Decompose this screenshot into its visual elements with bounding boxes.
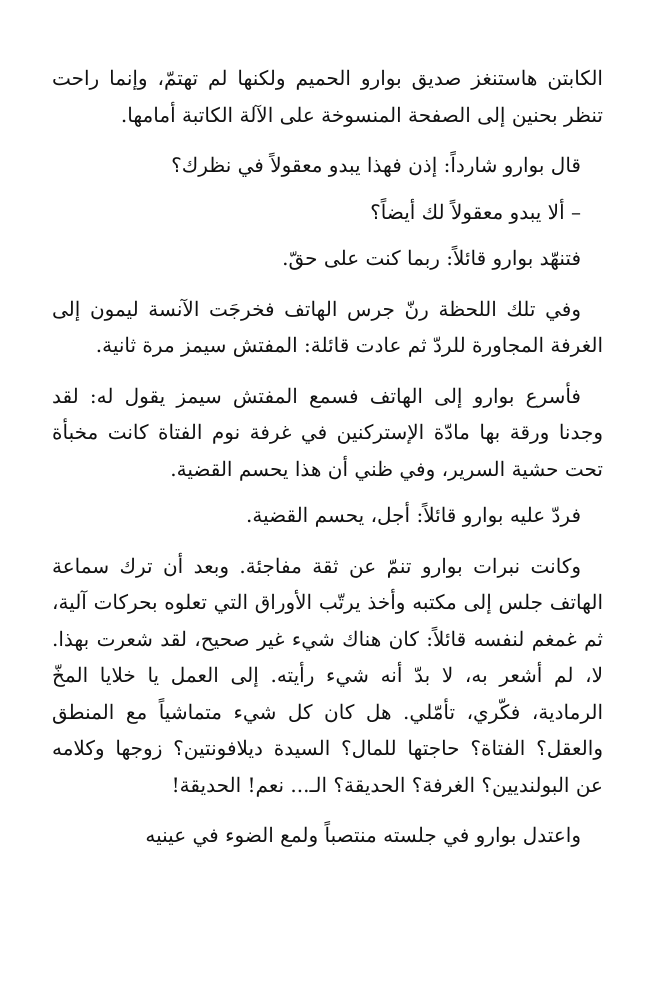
paragraph-4: فتنهّد بوارو قائلاً: ربما كنت على حقّ. xyxy=(282,246,581,270)
paragraph-1: الكابتن هاستنغز صديق بوارو الحميم ولكنها لم تهتمّ، وإنما راحت تنظر بحنين إلى الصفحة المنسوخة على الآلة الكاتبة أمامها. xyxy=(52,66,603,127)
paragraph-8: وكانت نبرات بوارو تنمّ عن ثقة مفاجئة. وبعد أن ترك سماعة الهاتف جلس إلى مكتبه وأخذ يرتّب الأوراق التي تعلوه بحركات آلية، ثم غمغم لنفسه قائلاً: كان هناك شيء غير صحيح، لقد شعرت بهذا. لا، لم أشعر به، لا بدّ أنه شيء رأيته. إلى العمل يا خلايا المخّ الرمادية، فكّري، تأمّلي. هل كان كل شيء متماشياً مع المنطق والعقل؟ الفتاة؟ حاجتها للمال؟ السيدة ديلافونتين؟ زوجها وكلامه عن البولنديين؟ الغرفة؟ الحديقة؟ الـ... نعم! الحديقة! xyxy=(52,553,603,797)
paragraph-6: فأسرع بوارو إلى الهاتف فسمع المفتش سيمز يقول له: لقد وجدنا ورقة بها مادّة الإستركنين في غرفة نوم الفتاة كانت مخبأة تحت حشية السرير، وفي ظني أن هذا يحسم القضية. xyxy=(52,383,603,481)
paragraph-9: واعتدل بوارو في جلسته منتصباً ولمع الضوء في عينيه xyxy=(145,823,581,847)
paragraph-2: قال بوارو شارداً: إذن فهذا يبدو معقولاً في نظرك؟ xyxy=(171,153,581,177)
paragraph-3: – ألا يبدو معقولاً لك أيضاً؟ xyxy=(370,199,581,224)
paragraph-7: فردّ عليه بوارو قائلاً: أجل، يحسم القضية. xyxy=(246,503,581,527)
paragraph-5: وفي تلك اللحظة رنّ جرس الهاتف فخرجَت الآنسة ليمون إلى الغرفة المجاورة للردّ ثم عادت قائلة: المفتش سيمز مرة ثانية. xyxy=(52,296,603,357)
